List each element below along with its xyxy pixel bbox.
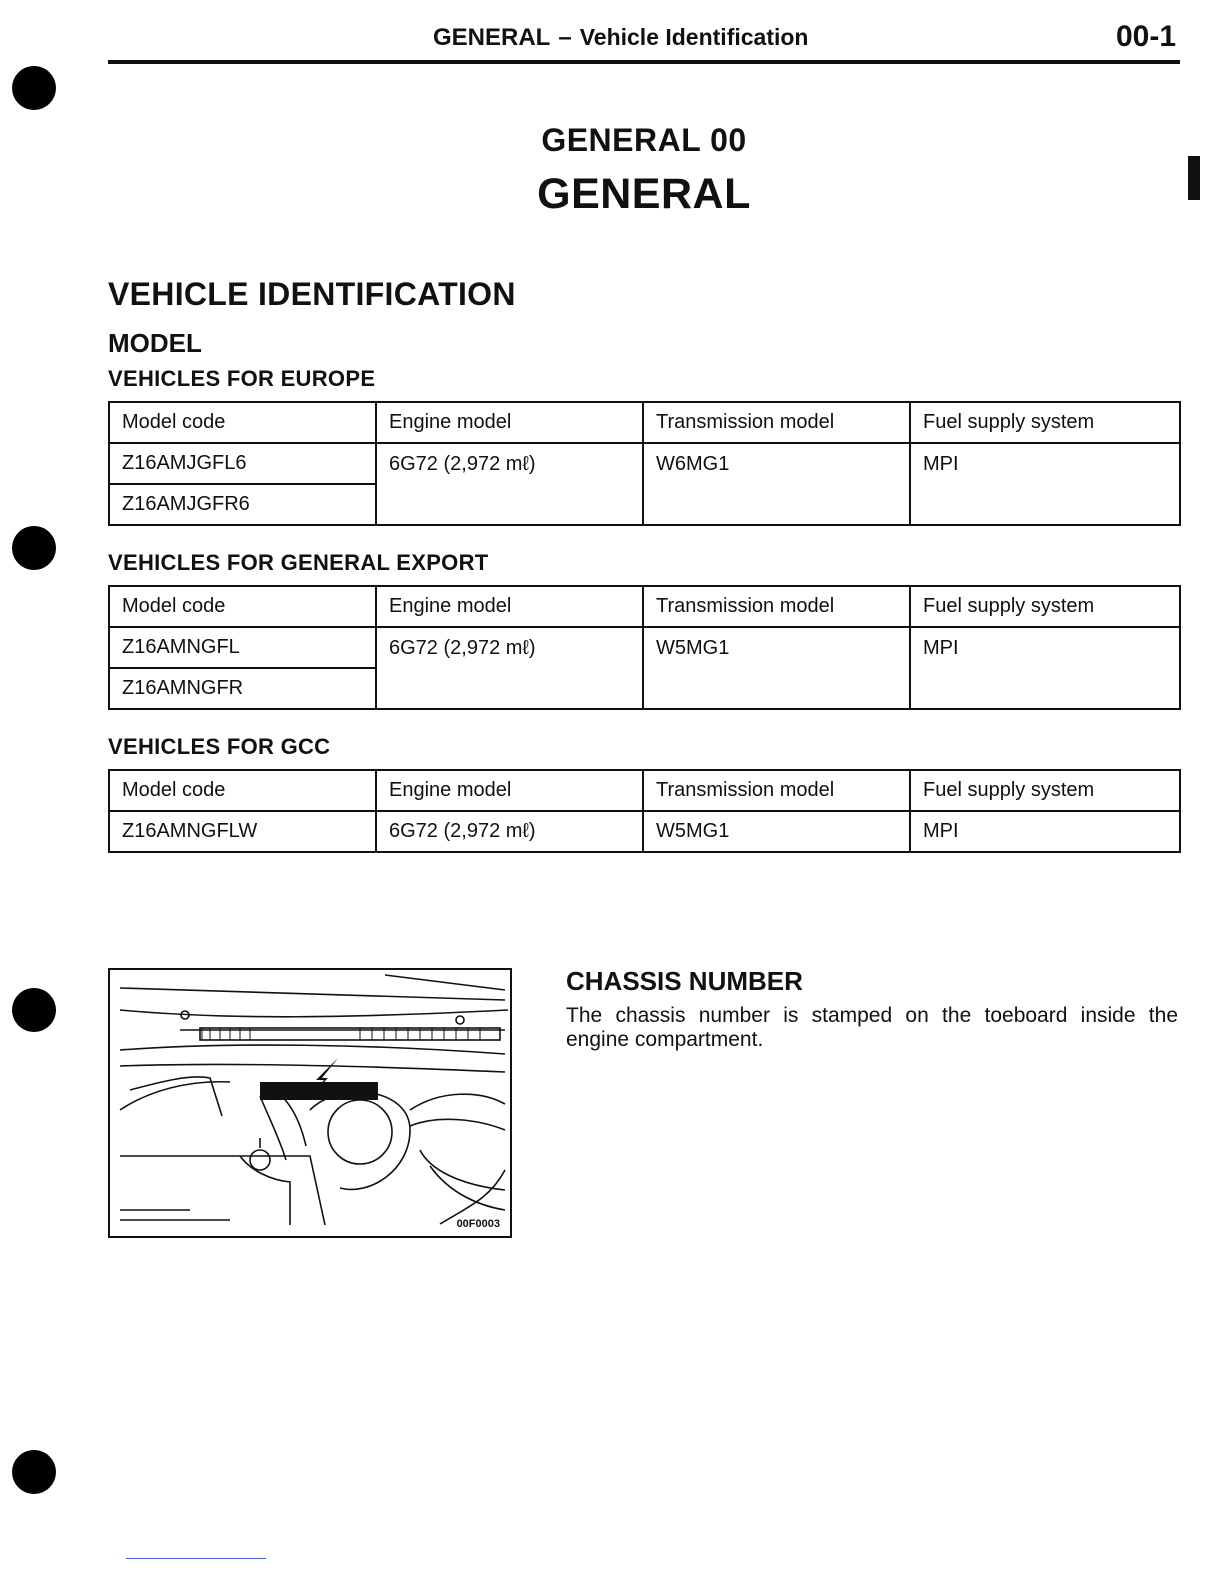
europe-table [108, 401, 1181, 526]
export-table [108, 585, 1181, 710]
binder-hole [12, 526, 56, 570]
figure-code: 00F0003 [456, 1218, 500, 1230]
model-code-cell: Z16AMNGFL [109, 627, 376, 668]
table-header-row [109, 402, 1180, 443]
transmission-cell: W5MG1 [643, 811, 910, 852]
model-code-cell: Z16AMJGFL6 [109, 443, 376, 484]
header-subsection: Vehicle Identification [579, 24, 809, 50]
chassis-number-plate [260, 1082, 378, 1100]
model-code-cell: Z16AMNGFLW [109, 811, 376, 852]
table-row [109, 443, 1180, 484]
header-cell: Model code [109, 402, 376, 443]
table-row [109, 811, 1180, 852]
header-cell: Transmission model [643, 770, 910, 811]
transmission-cell: W6MG1 [643, 443, 910, 525]
page-number: 00-1 [1115, 20, 1176, 53]
header-separator: – [558, 24, 572, 51]
binder-hole [12, 66, 56, 110]
header-cell: Engine model [376, 586, 643, 627]
header-cell: Model code [109, 770, 376, 811]
fuel-cell: MPI [910, 627, 1180, 709]
section-number: GENERAL 00 [541, 122, 747, 158]
header-cell: Fuel supply system [910, 770, 1180, 811]
table-header-row [109, 586, 1180, 627]
binder-hole [12, 1450, 56, 1494]
engine-compartment-drawing [110, 970, 510, 1236]
header-cell: Engine model [376, 402, 643, 443]
model-subheading: MODEL [108, 328, 202, 358]
running-header-title [433, 24, 808, 52]
fuel-cell: MPI [910, 443, 1180, 525]
section-title: GENERAL [537, 170, 751, 218]
table-row [109, 627, 1180, 668]
chassis-number-text: The chassis number is stamped on the toeboard inside the engine compartment. [566, 1004, 1178, 1051]
engine-cell: 6G72 (2,972 mℓ) [376, 627, 643, 709]
header-cell: Engine model [376, 770, 643, 811]
header-cell: Fuel supply system [910, 402, 1180, 443]
binder-hole [12, 988, 56, 1032]
transmission-cell: W5MG1 [643, 627, 910, 709]
header-cell: Model code [109, 586, 376, 627]
chassis-number-illustration [108, 968, 512, 1238]
fuel-cell: MPI [910, 811, 1180, 852]
header-cell: Transmission model [643, 586, 910, 627]
engine-cell: 6G72 (2,972 mℓ) [376, 811, 643, 852]
engine-cell: 6G72 (2,972 mℓ) [376, 443, 643, 525]
footer-rule [126, 1558, 266, 1559]
header-cell: Fuel supply system [910, 586, 1180, 627]
export-heading: VEHICLES FOR GENERAL EXPORT [108, 550, 489, 575]
chassis-number-heading: CHASSIS NUMBER [566, 966, 803, 996]
header-section: GENERAL [433, 24, 551, 51]
gcc-table [108, 769, 1181, 853]
gcc-heading: VEHICLES FOR GCC [108, 734, 331, 759]
model-code-cell: Z16AMNGFR [109, 668, 376, 709]
table-header-row [109, 770, 1180, 811]
europe-heading: VEHICLES FOR EUROPE [108, 366, 376, 391]
header-cell: Transmission model [643, 402, 910, 443]
running-header [108, 20, 1180, 64]
model-code-cell: Z16AMJGFR6 [109, 484, 376, 525]
page-heading: VEHICLE IDENTIFICATION [108, 276, 516, 312]
